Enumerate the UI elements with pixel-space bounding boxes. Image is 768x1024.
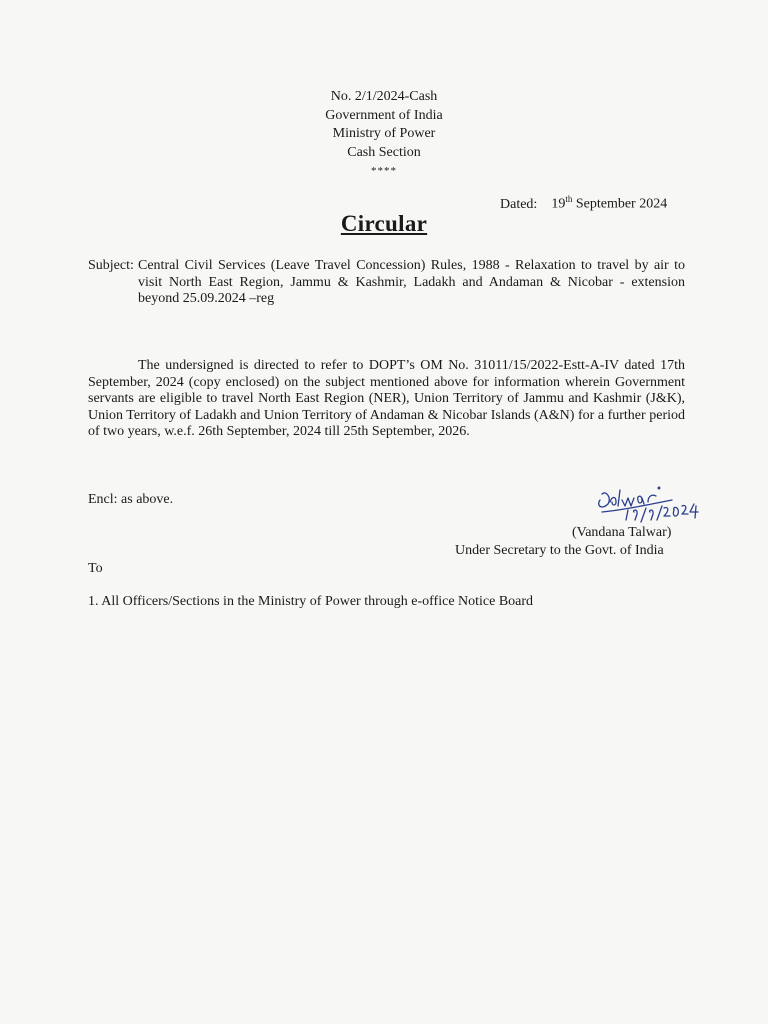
date-month-year: September 2024 [575, 196, 668, 212]
signer-name: (Vandana Talwar) [572, 525, 672, 540]
government-name: Government of India [325, 107, 443, 123]
recipient-item: 1. All Officers/Sections in the Ministry of Power through e-office Notice Board [88, 594, 534, 609]
file-number: No. 2/1/2024-Cash [330, 89, 438, 104]
handwritten-signature [592, 476, 708, 524]
enclosure-note: Encl: as above. [88, 492, 174, 507]
date-day: 19 [551, 196, 566, 212]
date-label: Dated: [500, 196, 538, 212]
recipient-list [88, 594, 533, 610]
section-name: Cash Section [347, 144, 421, 160]
to-label: To [88, 561, 103, 576]
subject-label: Subject: [88, 258, 134, 273]
signer-designation: Under Secretary to the Govt. of India [455, 543, 664, 558]
body-block [88, 358, 685, 441]
date-suffix: th [565, 194, 573, 204]
header-stars: **** [371, 165, 397, 177]
document-title: Circular [340, 211, 428, 236]
subject-block [88, 258, 685, 308]
body-paragraph: The undersigned is directed to refer to DOPT’s OM No. 31011/15/2022-Estt-A-IV dated 17th September, 2024 (copy enclosed) on the subject mentioned above for information wherein Government servants are eligible to travel North East Region (NER), Union Territory of Jammu and Kashmir (J&K), Union Territory of Ladakh and Union Territory of Andaman & Nicobar Islands (A&N) for a further period of two years, w.e.f. 26th September, 2024 till 25th September, 2026. [88, 358, 685, 440]
document-header [0, 88, 768, 181]
ministry-name: Ministry of Power [332, 126, 436, 141]
subject-text: Central Civil Services (Leave Travel Concession) Rules, 1988 - Relaxation to travel by air to visit North East Region, Jammu & Kashmir, Ladakh and Andaman & Nicobar - extension beyond 25.09.2024 –reg [138, 258, 685, 306]
date-line [500, 194, 667, 213]
